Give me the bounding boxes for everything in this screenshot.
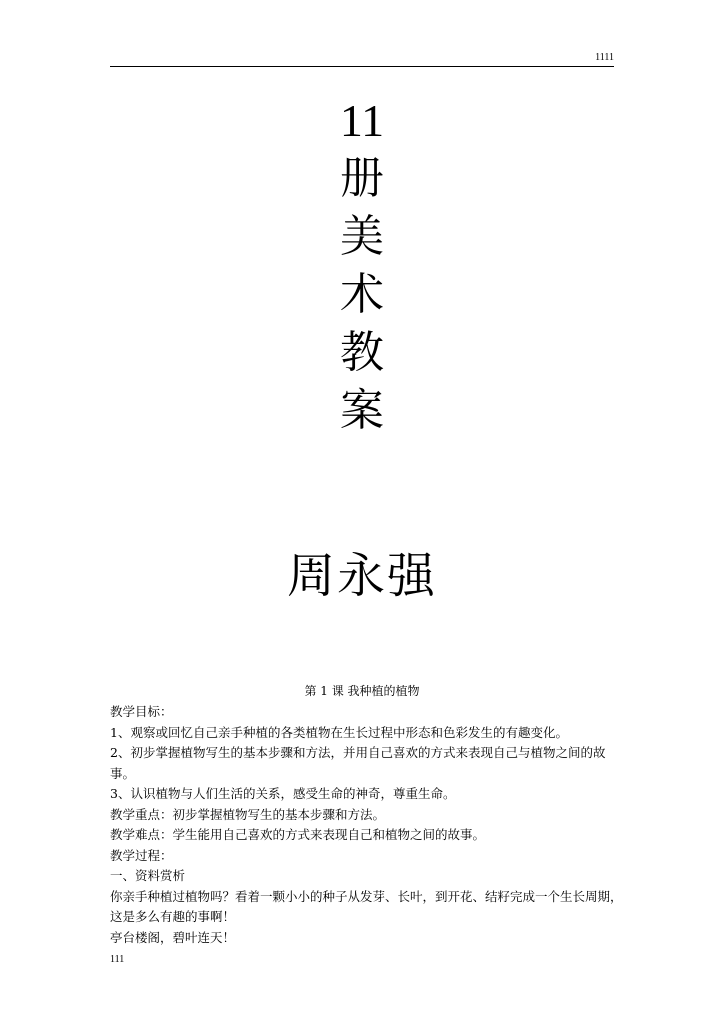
cover-title-char: 案 [340,385,384,436]
footer-page-number: 111 [110,954,125,965]
body-line: 亭台楼阁，碧叶连天！ [110,929,236,945]
body-line: 教学目标： [110,704,173,719]
header-rule [110,66,614,67]
cover-title-char: 11 [339,95,385,146]
body-line: 教学重点：初步掌握植物写生的基本步骤和方法。 [110,806,386,822]
cover-title-char: 教 [340,327,384,378]
body-line: 2、初步掌握植物写生的基本步骤和方法，并用自己喜欢的方式来表现自己与植物之间的故事。 [110,745,606,781]
body-line: 教学难点：学生能用自己喜欢的方式来表现自己和植物之间的故事。 [110,827,486,842]
cover-title-char: 术 [340,269,384,320]
cover-title-char: 册 [340,153,384,204]
body-line: 1、观察或回忆自己亲手种植的各类植物在生长过程中形态和色彩发生的有趣变化。 [110,724,568,740]
body-line: 3、认识植物与人们生活的关系，感受生命的神奇，尊重生命。 [110,786,456,801]
cover-author: 周永强 [286,548,437,604]
lesson-title: 第 1 课 我种植的植物 [304,684,420,698]
body-line: 一、资料赏析 [110,868,186,883]
lesson-body [110,702,630,948]
body-line: 你亲手种植过植物吗？看着一颗小小的种子从发芽、长叶，到开花、结籽完成一个生长周期，这是多么有趣的事啊！ [110,888,623,924]
cover-title-char: 美 [340,211,384,262]
cover-title [0,92,724,440]
header-page-number: 1111 [595,52,614,63]
body-line: 教学过程： [110,847,173,863]
